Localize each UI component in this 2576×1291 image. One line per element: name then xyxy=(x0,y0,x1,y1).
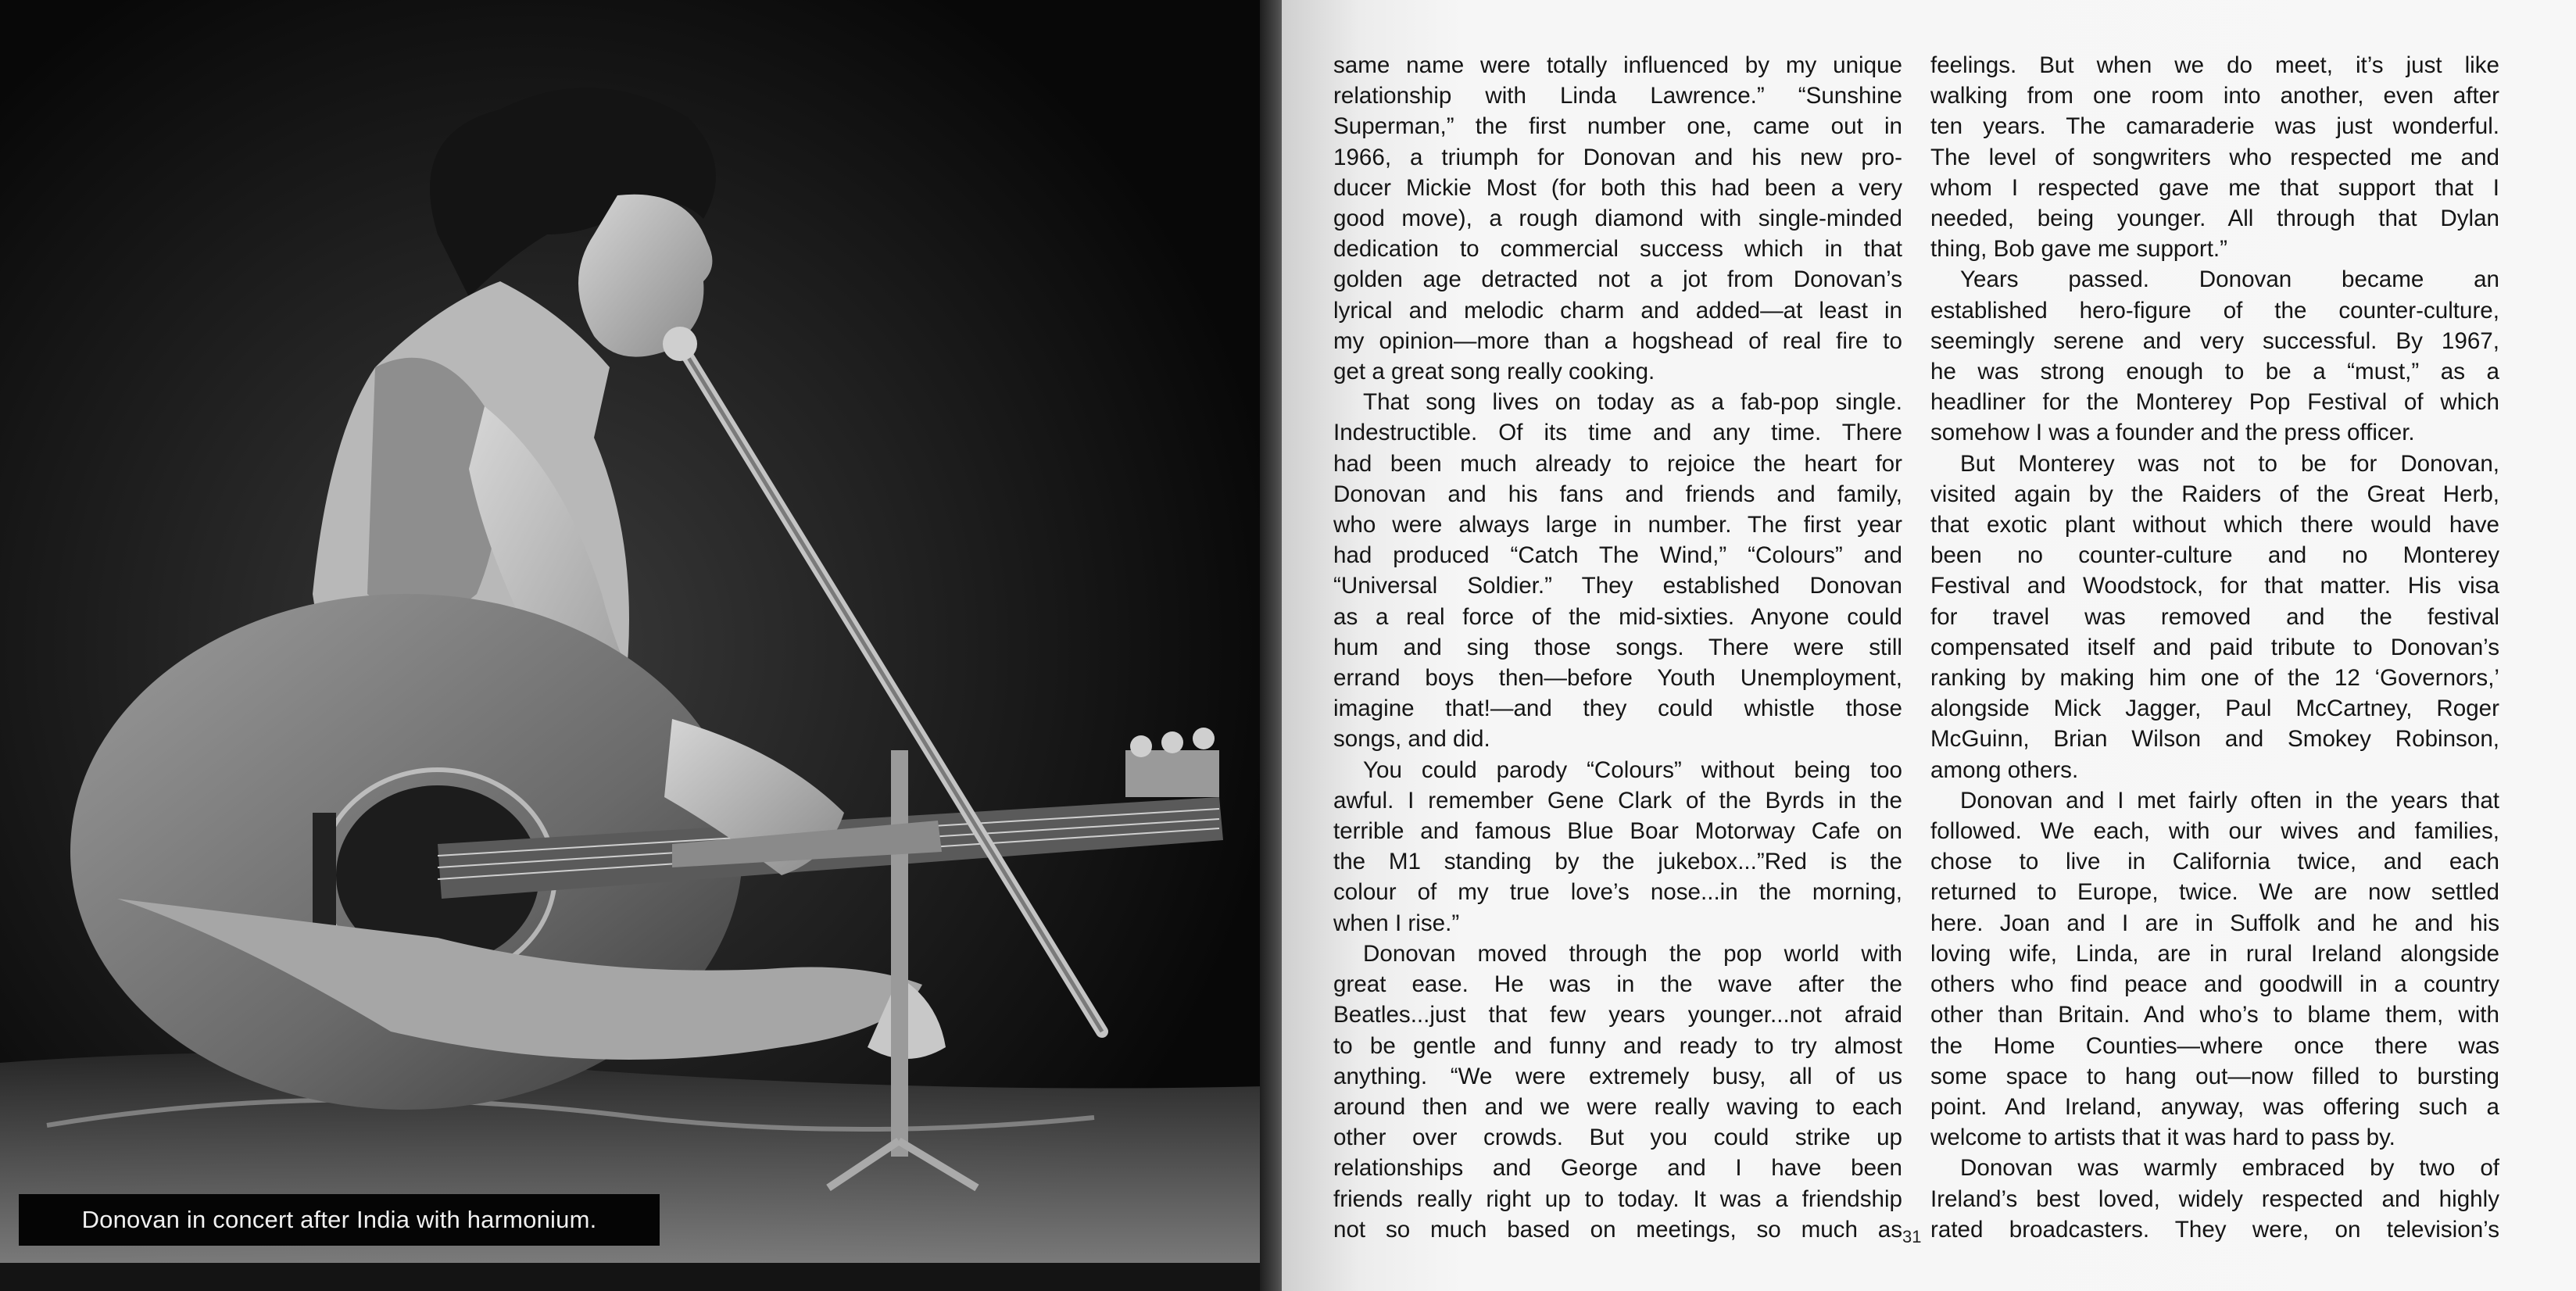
text-line: that exotic plant without which there would have xyxy=(1930,512,2499,538)
text-line: songs, and did. xyxy=(1333,726,1490,753)
photo-caption-box xyxy=(19,1194,660,1246)
text-line: anything. “We were extremely busy, all of us xyxy=(1333,1063,1902,1089)
text-line: good move), a rough diamond with single-minded xyxy=(1333,206,1902,232)
text-line: imagine that!—and they could whistle those xyxy=(1333,696,1902,722)
text-line: That song lives on today as a fab-pop single. xyxy=(1363,389,1902,416)
text-line: But Monterey was not to be for Donovan, xyxy=(1960,450,2499,477)
text-line: established hero-figure of the counter-culture, xyxy=(1930,297,2499,324)
text-line: dedication to commercial success which in that xyxy=(1333,236,1902,263)
text-line: Beatles...just that few years younger...not afraid xyxy=(1333,1002,1902,1028)
text-line: among others. xyxy=(1930,756,2079,783)
text-line: headliner for the Monterey Pop Festival of which xyxy=(1930,389,2499,416)
text-line: alongside Mick Jagger, Paul McCartney, Roger xyxy=(1930,696,2499,722)
text-line: as a real force of the mid-sixties. Anyone could xyxy=(1333,603,1902,630)
text-line: chose to live in California twice, and each xyxy=(1930,849,2499,875)
text-line: hum and sing those songs. There were still xyxy=(1333,634,1902,660)
text-line: lyrical and melodic charm and added—at least in xyxy=(1333,297,1902,324)
text-line: ducer Mickie Most (for both this had been a very xyxy=(1333,174,1902,201)
text-line: Ireland’s best loved, widely respected and highly xyxy=(1930,1186,2499,1212)
text-line: golden age detracted not a jot from Donovan’s xyxy=(1333,266,1902,293)
text-line: ten years. The camaraderie was just wonderful. xyxy=(1930,113,2499,140)
text-line: ranking by making him one of the 12 ‘Governors,’ xyxy=(1930,665,2499,692)
text-line: the M1 standing by the jukebox...”Red is the xyxy=(1333,849,1902,875)
text-line: terrible and famous Blue Boar Motorway Cafe on xyxy=(1333,818,1902,845)
text-line: walking from one room into another, even after xyxy=(1930,83,2499,109)
text-line: colour of my true love’s nose...in the morning, xyxy=(1333,879,1902,906)
text-page xyxy=(1282,0,2576,1291)
text-line: 1966, a triumph for Donovan and his new pro- xyxy=(1333,144,1902,170)
text-line: my opinion—more than a hogshead of real fire to xyxy=(1333,327,1902,354)
text-line: You could parody “Colours” without being too xyxy=(1363,756,1902,783)
page-number: 31 xyxy=(1902,1227,1922,1246)
text-line: relationship with Linda Lawrence.” “Sunshine xyxy=(1333,83,1902,109)
text-line: loving wife, Linda, are in rural Ireland alongside xyxy=(1930,940,2499,967)
text-line: Donovan was warmly embraced by two of xyxy=(1960,1155,2499,1182)
text-line: followed. We each, with our wives and families, xyxy=(1930,818,2499,845)
text-line: seemingly serene and very successful. By 1967, xyxy=(1930,327,2499,354)
text-line: other over crowds. But you could strike up xyxy=(1333,1125,1902,1151)
text-line: get a great song really cooking. xyxy=(1333,359,1655,385)
text-line: thing, Bob gave me support.” xyxy=(1930,236,2228,263)
text-line: “Universal Soldier.” They established Donovan xyxy=(1333,573,1902,599)
text-line: compensated itself and paid tribute to Donovan’s xyxy=(1930,634,2499,660)
text-line: needed, being younger. All through that Dylan xyxy=(1930,206,2499,232)
text-line: Indestructible. Of its time and any time. There xyxy=(1333,420,1902,446)
text-line: to be gentle and funny and ready to try almost xyxy=(1333,1032,1902,1059)
photo-caption: Donovan in concert after India with harmonium. xyxy=(81,1206,597,1233)
text-line: somehow I was a founder and the press officer. xyxy=(1930,420,2415,446)
text-line: visited again by the Raiders of the Great Herb, xyxy=(1930,481,2499,507)
text-line: Years passed. Donovan became an xyxy=(1960,266,2499,293)
text-line: had produced “Catch The Wind,” “Colours” and xyxy=(1333,542,1902,569)
text-line: who were always large in number. The first year xyxy=(1333,512,1902,538)
concert-photo xyxy=(0,0,1266,1291)
photo-bottom-edge xyxy=(0,1263,1266,1291)
text-line: great ease. He was in the wave after the xyxy=(1333,971,1902,998)
text-line: Donovan moved through the pop world with xyxy=(1363,940,1902,967)
text-line: relationships and George and I have been xyxy=(1333,1155,1902,1182)
text-line: not so much based on meetings, so much as xyxy=(1333,1216,1902,1243)
photo-page xyxy=(0,0,1266,1291)
text-line: The level of songwriters who respected me and xyxy=(1930,144,2499,170)
text-line: awful. I remember Gene Clark of the Byrds in the xyxy=(1333,787,1902,814)
text-line: he was strong enough to be a “must,” as a xyxy=(1930,359,2499,385)
text-line: point. And Ireland, anyway, was offering such a xyxy=(1930,1093,2499,1120)
text-line: Festival and Woodstock, for that matter. His visa xyxy=(1930,573,2499,599)
text-line: welcome to artists that it was hard to pass by. xyxy=(1930,1125,2395,1151)
text-line: other than Britain. And who’s to blame them, with xyxy=(1930,1002,2499,1028)
text-line: some space to hang out—now filled to bursting xyxy=(1930,1063,2499,1089)
text-line: whom I respected gave me that support that I xyxy=(1930,174,2499,201)
text-line: Donovan and his fans and friends and family, xyxy=(1333,481,1902,507)
text-line: here. Joan and I are in Suffolk and he and his xyxy=(1930,910,2499,936)
text-line: when I rise.” xyxy=(1333,910,1460,936)
text-line: errand boys then—before Youth Unemployment, xyxy=(1333,665,1902,692)
text-line: had been much already to rejoice the heart for xyxy=(1333,450,1902,477)
text-line: around then and we were really waving to each xyxy=(1333,1093,1902,1120)
text-line: feelings. But when we do meet, it’s just like xyxy=(1930,52,2499,78)
text-line: others who find peace and goodwill in a country xyxy=(1930,971,2499,998)
text-line: friends really right up to today. It was a friendship xyxy=(1333,1186,1902,1212)
text-line: Superman,” the first number one, came out in xyxy=(1333,113,1902,140)
text-line: the Home Counties—where once there was xyxy=(1930,1032,2499,1059)
text-line: same name were totally influenced by my unique xyxy=(1333,52,1902,78)
text-column-right xyxy=(1930,50,2499,1245)
text-line: McGuinn, Brian Wilson and Smokey Robinson, xyxy=(1930,726,2499,753)
text-line: for travel was removed and the festival xyxy=(1930,603,2499,630)
text-line: been no counter-culture and no Monterey xyxy=(1930,542,2499,569)
text-line: rated broadcasters. They were, on television’s xyxy=(1930,1216,2499,1243)
text-line: returned to Europe, twice. We are now settled xyxy=(1930,879,2499,906)
text-line: Donovan and I met fairly often in the years that xyxy=(1960,787,2499,814)
text-column-left xyxy=(1333,50,1902,1245)
